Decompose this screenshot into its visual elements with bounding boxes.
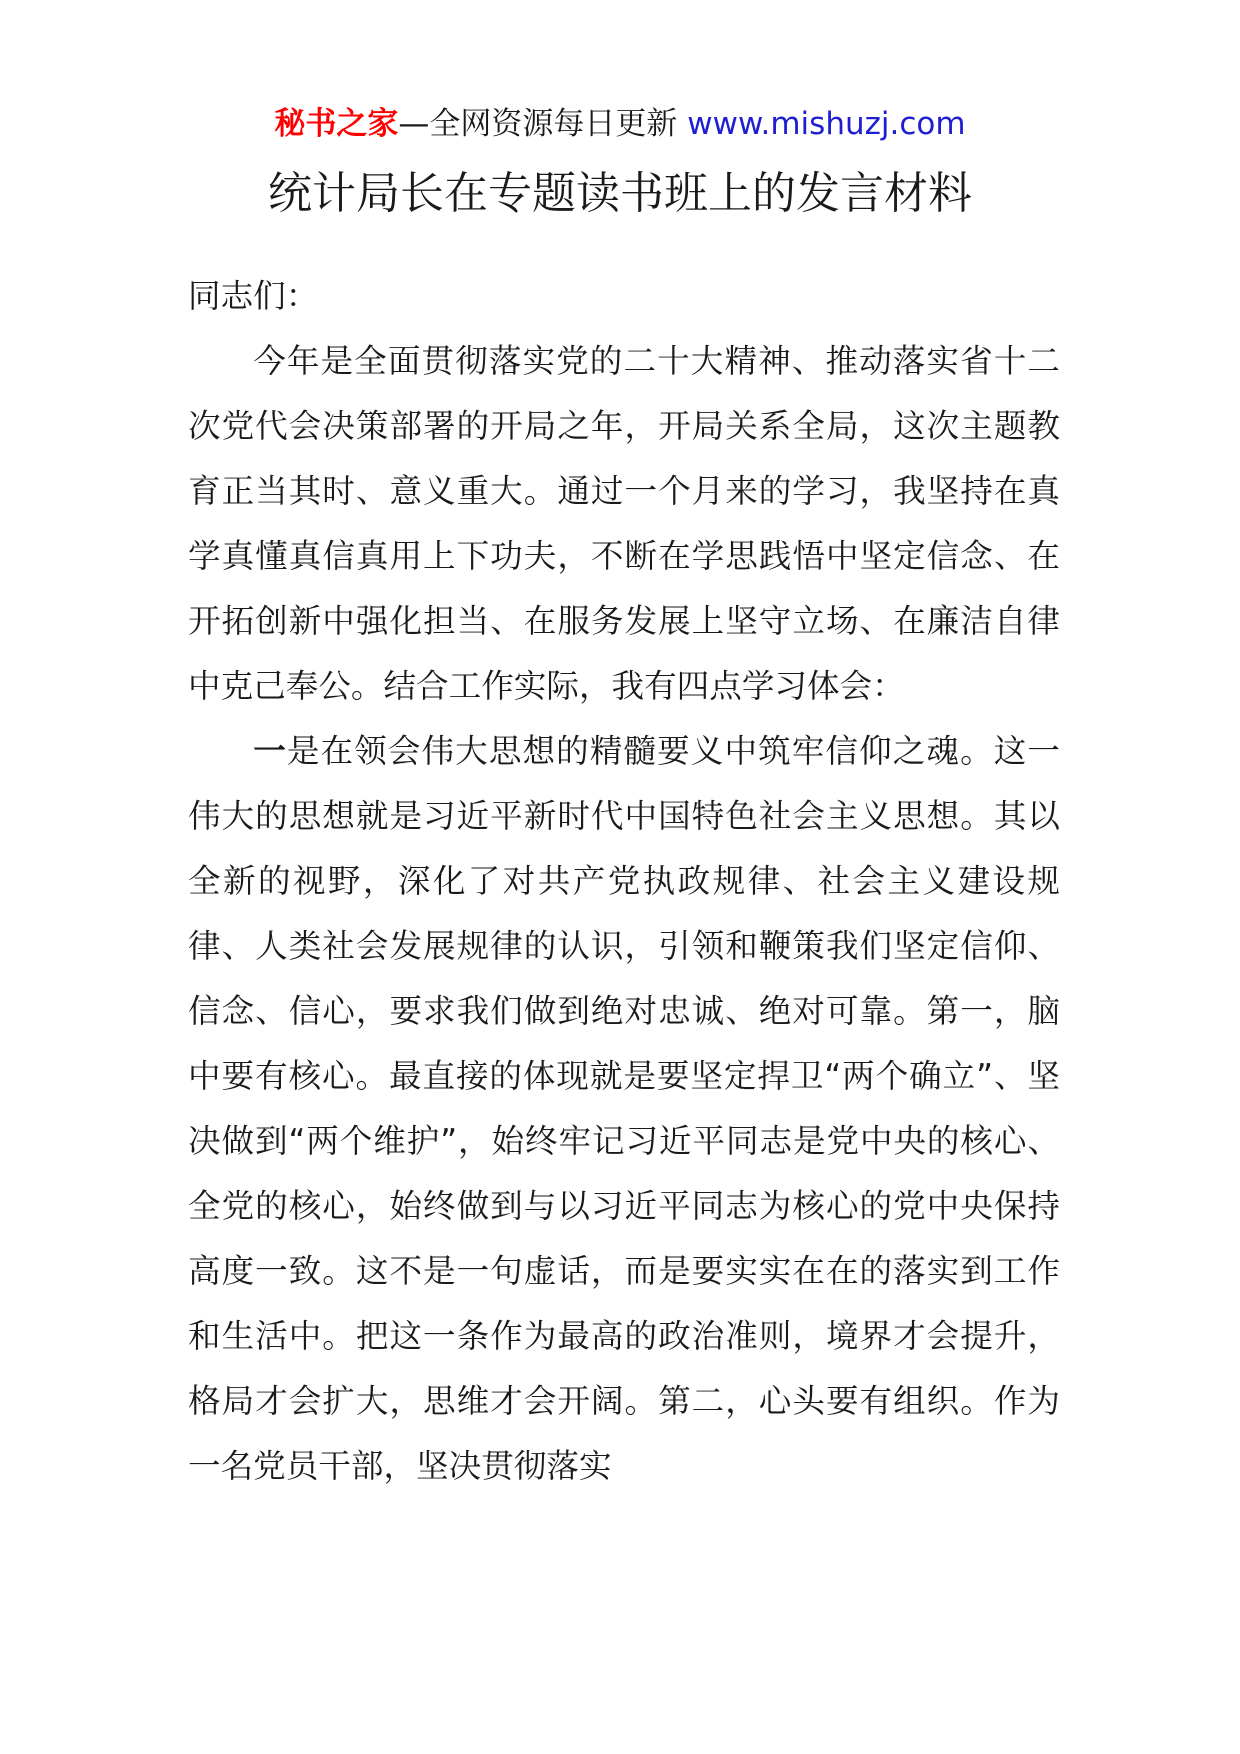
paragraph-point-one-text: 是在领会伟大思想的精髓要义中筑牢信仰之魂。这一伟大的思想就是习近平新时代中国特色社会主义思想。其以全新的视野，深化了对共产党执政规律、社会主义建设规律、人类社会发展规律的认识，引领和鞭策我们坚定信仰、信念、信心，要求我们做到绝对忠诚、绝对可靠。第一，脑中要有核心。最直接的体现就是要坚定捍卫“两个确立”、坚决做到“两个维护”，始终牢记习近平同志是党中央的核心、全党的核心，始终做到与以习近平同志为核心的党中央保持高度一致。这不是一句虚话，而是要实实在在的落实到工作和生活中。把这一条作为最高的政治准则，境界才会提升，格局才会扩大，思维才会开阔。第二，心头要有组织。作为一名党员干部，坚决贯彻落实: [188, 732, 1060, 1485]
site-header: [0, 104, 1240, 144]
paragraph-intro: 今年是全面贯彻落实党的二十大精神、推动落实省十二次党代会决策部署的开局之年，开局关系全局，这次主题教育正当其时、意义重大。通过一个月来的学习，我坚持在真学真懂真信真用上下功夫，不断在学思践悟中坚定信念、在开拓创新中强化担当、在服务发展上坚守立场、在廉洁自律中克己奉公。结合工作实际，我有四点学习体会：: [188, 342, 1060, 705]
document-body: [188, 264, 1060, 1499]
document-title: 统计局长在专题读书班上的发言材料: [268, 168, 972, 219]
salutation: 同志们：: [188, 277, 319, 315]
paragraph-point-one-lead: 一: [253, 732, 287, 770]
site-url-link[interactable]: www.mishuzj.com: [687, 106, 966, 142]
paragraph-point-one: [188, 719, 1060, 1499]
site-brand: 秘书之家: [274, 106, 399, 142]
site-tagline: —全网资源每日更新: [398, 106, 688, 142]
